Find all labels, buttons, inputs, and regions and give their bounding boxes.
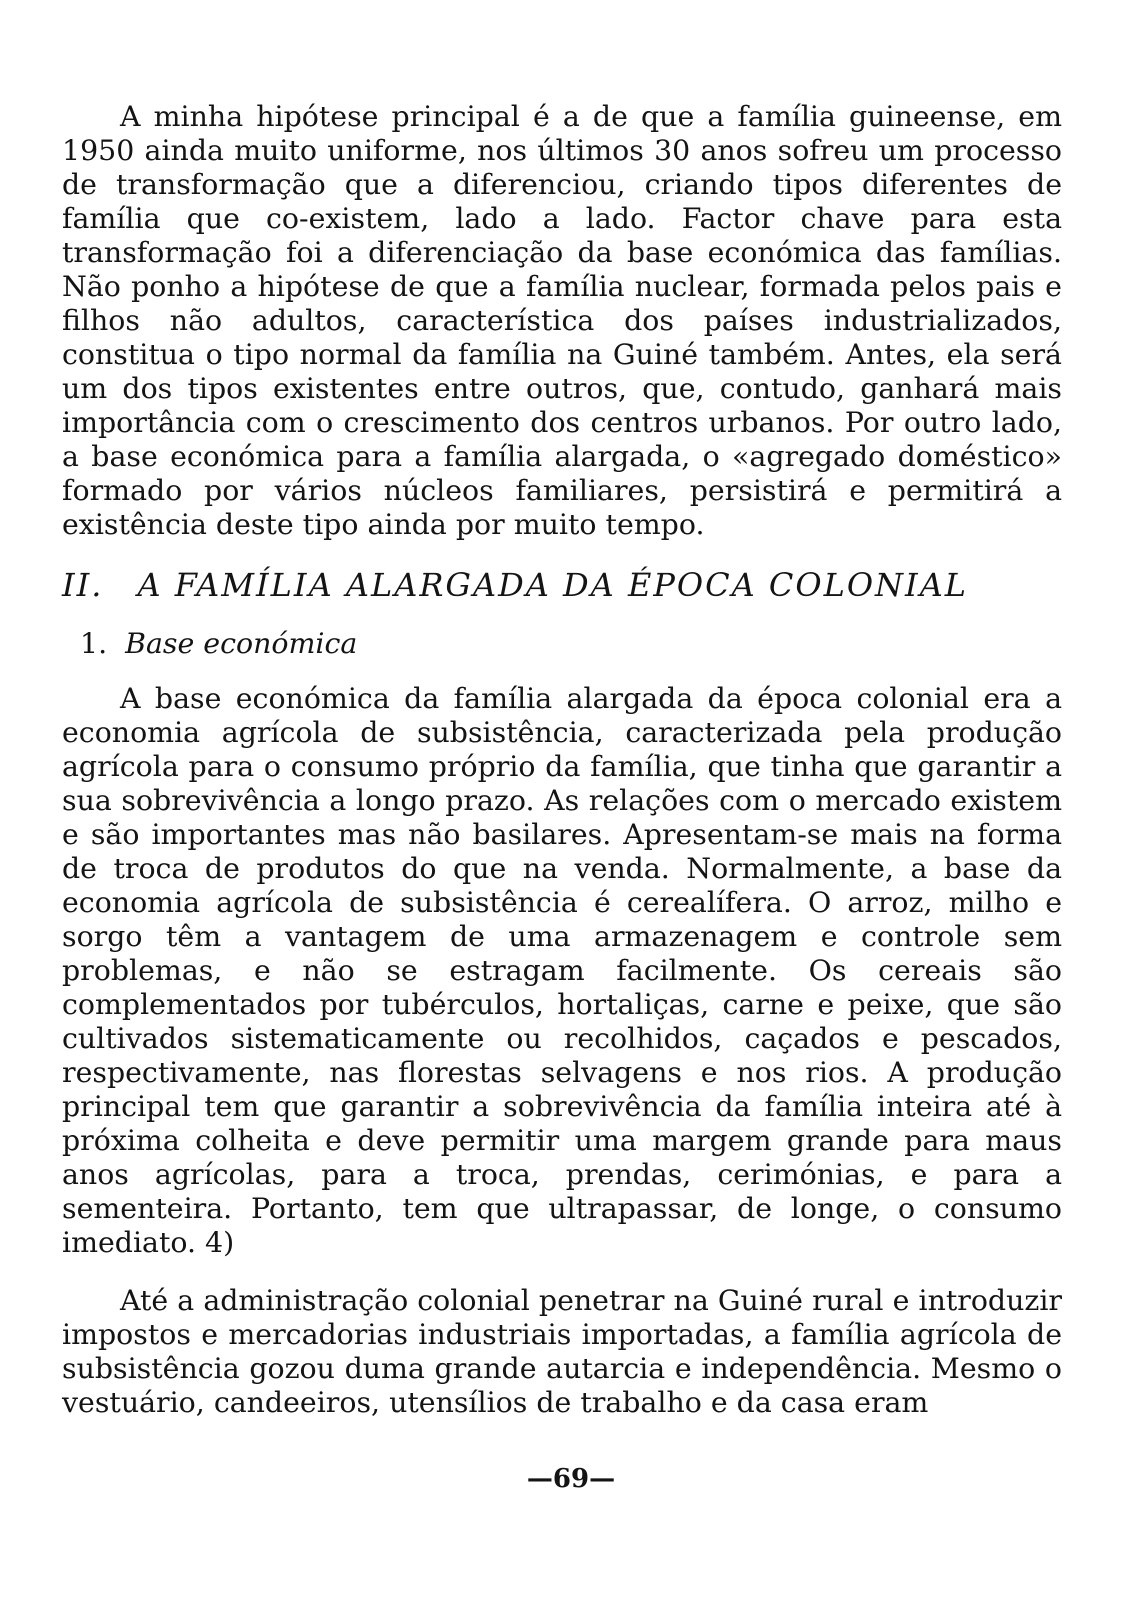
subsection-title: Base económica — [125, 627, 358, 660]
base-economica-paragraph: A base económica da família alargada da época colonial era a economia agrícola de subsistência, caracterizada pela produção agrícola para o consumo próprio da família, que tinha que garantir a sua sobrevivência a longo prazo. As relações com o mercado existem e são importantes mas não basilares. Apresentam-se mais na forma de troca de produtos do que na venda. Normalmente, a base da economia agrícola de subsistência é cerealífera. O arroz, milho e sorgo têm a vantagem de uma armazenagem e controle sem problemas, e não se estragam facilmente. Os cereais são complementados por tubérculos, hortaliças, carne e peixe, que são cultivados sistematicamente ou recolhidos, caçados e pescados, respectivamente, nas florestas selvagens e nos rios. A produção principal tem que garantir a sobrevivência da família inteira até à próxima colheita e deve permitir uma margem grande para maus anos agrícolas, para a troca, prendas, cerimónias, e para a sementeira. Portanto, tem que ultrapassar, de longe, o consumo imediato. 4) — [62, 682, 1062, 1259]
subsection-number: 1. — [80, 627, 108, 660]
section-number: II. — [62, 566, 104, 604]
section-title: A FAMÍLIA ALARGADA DA ÉPOCA COLONIAL — [137, 566, 969, 604]
page-number: —69— — [526, 1464, 616, 1494]
page-body — [62, 100, 1062, 1420]
subsection-heading — [62, 626, 1062, 662]
administracao-paragraph: Até a administração colonial penetrar na Guiné rural e introduzir impostos e mercadorias industriais importadas, a família agrícola de subsistência gozou duma grande autarcia e independência. Mesmo o vestuário, candeeiros, utensílios de trabalho e da casa eram — [62, 1284, 1062, 1419]
section-heading — [62, 566, 1062, 604]
intro-paragraph: A minha hipótese principal é a de que a família guineense, em 1950 ainda muito uniforme, nos últimos 30 anos sofreu um processo de transformação que a diferenciou, criando tipos diferentes de família que co-existem, lado a lado. Factor chave para esta transformação foi a diferenciação da base económica das famílias. Não ponho a hipótese de que a família nuclear, formada pelos pais e filhos não adultos, característica dos países industrializados, constitua o tipo normal da família na Guiné também. Antes, ela será um dos tipos existentes entre outros, que, contudo, ganhará mais importância com o crescimento dos centros urbanos. Por outro lado, a base económica para a família alargada, o «agregado doméstico» formado por vários núcleos familiares, persistirá e permitirá a existência deste tipo ainda por muito tempo. — [62, 100, 1062, 541]
